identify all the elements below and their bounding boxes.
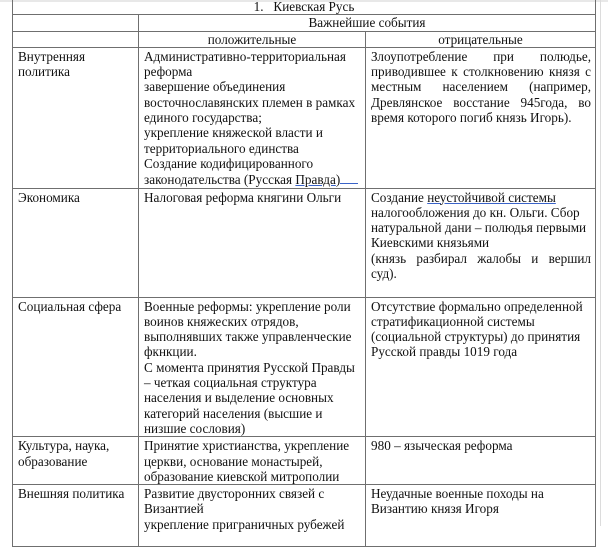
negative-text: (князь разбирал жалобы и вершил суд).: [371, 250, 591, 282]
negative-cell: Неудачные военные походы на Византию князя Игоря: [366, 485, 596, 547]
positive-item: Административно-территориальная реформа: [144, 48, 346, 80]
positive-item: [144, 156, 361, 188]
table-row: [13, 47, 596, 188]
title-number: 1.: [253, 0, 264, 14]
table-row: [13, 297, 596, 437]
negative-text: Создание: [371, 189, 428, 205]
closing-paren: ): [335, 172, 341, 188]
document-page: [12, 0, 595, 547]
positive-item: завершение объединения восточнославянских племен в рамках единого государства;: [144, 79, 356, 126]
kievan-rus-table: [12, 0, 596, 547]
category-cell: Социальная сфера: [13, 297, 139, 437]
positive-item: укрепление приграничных рубежей: [144, 516, 345, 532]
events-header: Важнейшие события: [139, 15, 596, 31]
table-row: [13, 188, 596, 297]
positive-cell: Принятие христианства, укрепление церкви, основание монастырей, образование киевской митрополии: [139, 437, 366, 485]
negative-cell: Отсутствие формально определенной стратификационной системы (социальной структуры) до принятия Русской правды 1019 года: [366, 297, 596, 437]
page-right-edge: [600, 0, 601, 526]
title-text: Киевская Русь: [273, 0, 355, 14]
positive-cell: [139, 485, 366, 547]
category-cell: Внутренняя политика: [13, 47, 139, 188]
empty-header-cell: [13, 31, 139, 47]
positive-cell: [139, 47, 366, 188]
negative-cell: [366, 188, 596, 297]
table-row: [13, 485, 596, 547]
positive-item: укрепление княжеской власти и территориального единства: [144, 125, 323, 156]
category-cell: Экономика: [13, 188, 139, 297]
spellcheck-underlined-phrase: неустойчивой системы: [427, 189, 556, 205]
title-row: [13, 0, 596, 15]
positive-item: С момента принятия Русской Правды – четкая социальная структура населения и выделение основных категорий населения (высшие и низшие сословия): [144, 359, 355, 436]
positive-cell: [139, 297, 366, 437]
spellcheck-underlined-word: Правда: [295, 172, 336, 188]
negative-cell: Злоупотребление при полюдье, приводившее к столкновению князя с местным населением (например, Древлянское восстание 945года, во время которого погиб князь Игорь).: [366, 47, 596, 188]
column-header-row: [13, 31, 596, 47]
negative-text: налогообложения до кн. Ольги. Сбор натуральной дани – полюдья первыми Киевскими князьями: [371, 204, 587, 251]
positive-item: Военные реформы: укрепление роли воинов княжеских отрядов, выполнявших также управленческие фкнкции.: [144, 298, 352, 360]
positive-item-text: Создание кодифицированного законодательства (Русская: [144, 155, 314, 188]
col-positive-header: положительные: [139, 31, 366, 47]
table-row: [13, 437, 596, 485]
spellcheck-underline: [340, 171, 358, 184]
category-cell: Культура, наука, образование: [13, 437, 139, 485]
negative-cell: 980 – языческая реформа: [366, 437, 596, 485]
positive-item: Развитие двусторонних связей с Византией: [144, 486, 325, 517]
category-cell: Внешняя политика: [13, 485, 139, 547]
empty-header-cell: [13, 15, 139, 31]
events-header-row: [13, 15, 596, 31]
table-title: [13, 0, 596, 15]
col-negative-header: отрицательные: [366, 31, 596, 47]
positive-cell: Налоговая реформа княгини Ольги: [139, 188, 366, 297]
